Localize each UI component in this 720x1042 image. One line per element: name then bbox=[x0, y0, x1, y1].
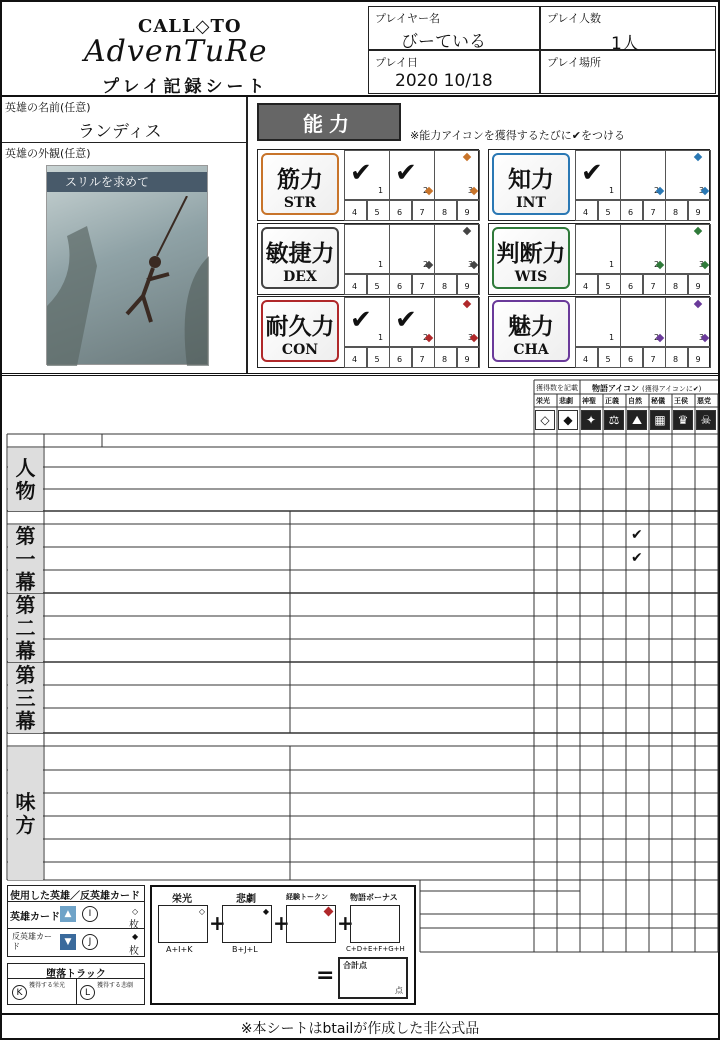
str-num-5: 5 bbox=[374, 208, 380, 217]
wis-num-8: 8 bbox=[673, 282, 679, 291]
con-num-8: 8 bbox=[442, 355, 448, 364]
score-bonus-box[interactable] bbox=[350, 905, 400, 943]
plus-3: + bbox=[337, 911, 354, 935]
dex-num-9: 9 bbox=[464, 282, 470, 291]
act1-nature-check-1: ✔ bbox=[631, 527, 643, 543]
royal-icon: ♛ bbox=[673, 410, 693, 430]
player-name-value: びーている bbox=[401, 32, 486, 52]
hero-card-icon: ▲ bbox=[60, 906, 76, 922]
play-date-value: 2020 10/18 bbox=[395, 71, 493, 91]
str-num-7: 7 bbox=[419, 208, 425, 217]
anti-hero-card-unit: 枚 bbox=[129, 946, 139, 957]
story-count-label: 獲得数を記載 bbox=[536, 384, 578, 392]
dex-num-7: 7 bbox=[419, 282, 425, 291]
divine-icon: ✦ bbox=[581, 410, 601, 430]
hero-look-label: 英雄の外観(任意) bbox=[5, 147, 91, 160]
wis-num-6: 6 bbox=[628, 282, 634, 291]
icon-header-6: 王侯 bbox=[674, 397, 688, 405]
con-num-9: 9 bbox=[464, 355, 470, 364]
str-jp-label: 筋力 bbox=[277, 166, 323, 193]
str-num-9: 9 bbox=[464, 208, 470, 217]
anti-hero-card-label: 反英雄カード bbox=[12, 932, 52, 952]
int-num-8: 8 bbox=[673, 208, 679, 217]
int-num-4: 4 bbox=[583, 208, 589, 217]
justice-icon: ⚖ bbox=[604, 410, 624, 430]
hero-name-label: 英雄の名前(任意) bbox=[5, 101, 91, 114]
con-num-6: 6 bbox=[397, 355, 403, 364]
int-num-7: 7 bbox=[650, 208, 656, 217]
ally-label: 味 方 bbox=[8, 747, 43, 880]
score-exp-label: 経験トークン bbox=[286, 893, 328, 901]
cha-num-8: 8 bbox=[673, 355, 679, 364]
act2-label: 第 二 幕 bbox=[8, 594, 43, 662]
con-en-label: CON bbox=[281, 342, 319, 358]
cha-num-7: 7 bbox=[650, 355, 656, 364]
int-num-6: 6 bbox=[628, 208, 634, 217]
con-check-1: ✔ bbox=[350, 305, 372, 335]
score-exp-box[interactable] bbox=[286, 905, 336, 943]
formula-tragedy: B+J+L bbox=[232, 945, 258, 954]
con-num-7: 7 bbox=[419, 355, 425, 364]
hero-card-label: 英雄カード bbox=[10, 912, 60, 923]
logo-subtitle: プレイ記録シート bbox=[102, 77, 269, 97]
ability-title: 能力 bbox=[257, 103, 401, 141]
player-count-label: プレイ人数 bbox=[547, 12, 602, 25]
wis-num-5: 5 bbox=[605, 282, 611, 291]
player-count-value: 1人 bbox=[611, 34, 639, 54]
int-num-5: 5 bbox=[605, 208, 611, 217]
wis-num-9: 9 bbox=[695, 282, 701, 291]
used-hero-box bbox=[7, 885, 145, 957]
cha-num-9: 9 bbox=[695, 355, 701, 364]
letter-l: L bbox=[80, 985, 95, 1000]
con-check-2: ✔ bbox=[395, 305, 417, 335]
icon-header-3: 正義 bbox=[605, 397, 619, 405]
str-num-4: 4 bbox=[352, 208, 358, 217]
wis-jp-label: 判断力 bbox=[496, 240, 566, 267]
wis-num-1: 1 bbox=[609, 260, 615, 269]
player-name-label: プレイヤー名 bbox=[375, 12, 441, 25]
score-bonus-label: 物語ボーナス bbox=[350, 893, 398, 902]
logo-line1: CALL◇TO bbox=[138, 16, 242, 37]
score-tragedy-label: 悲劇 bbox=[236, 894, 256, 905]
icon-header-7: 悪党 bbox=[697, 397, 711, 405]
dex-num-1: 1 bbox=[378, 260, 384, 269]
act1-nature-check-2: ✔ bbox=[631, 550, 643, 566]
tragedy-icon: ◆ bbox=[558, 410, 578, 430]
letter-i: I bbox=[82, 906, 98, 922]
int-en-label: INT bbox=[516, 195, 546, 211]
str-check-1: ✔ bbox=[350, 158, 372, 188]
hero-card-unit: 枚 bbox=[129, 920, 139, 931]
int-jp-label: 知力 bbox=[508, 166, 554, 193]
icon-header-4: 自然 bbox=[628, 397, 642, 405]
fall-track-title: 堕落トラック bbox=[46, 969, 106, 980]
str-en-label: STR bbox=[283, 195, 317, 211]
str-check-2: ✔ bbox=[395, 158, 417, 188]
play-date-label: プレイ日 bbox=[375, 56, 419, 69]
story-icons-title: 物語アイコン bbox=[592, 384, 639, 393]
letter-k: K bbox=[12, 985, 27, 1000]
nature-icon: ⛰ bbox=[627, 410, 647, 430]
dex-num-8: 8 bbox=[442, 282, 448, 291]
score-tragedy-box[interactable]: ◆ bbox=[222, 905, 272, 943]
arcane-icon: ▦ bbox=[650, 410, 670, 430]
formula-bonus: C+D+E+F+G+H bbox=[346, 945, 405, 953]
formula-glory: A+I+K bbox=[166, 945, 193, 954]
cha-num-1: 1 bbox=[609, 333, 615, 342]
int-check-1: ✔ bbox=[581, 158, 603, 188]
used-hero-title: 使用した英雄／反英雄カード bbox=[10, 891, 140, 902]
play-place-label: プレイ場所 bbox=[547, 56, 602, 69]
total-score-unit: 点 bbox=[395, 986, 403, 995]
wis-en-label: WIS bbox=[514, 269, 548, 285]
fall-track-box bbox=[7, 963, 145, 1005]
cha-num-4: 4 bbox=[583, 355, 589, 364]
ability-note: ※能力アイコンを獲得するたびに✔をつける bbox=[410, 129, 626, 142]
footer-note: ※本シートはbtailが作成した非公式品 bbox=[240, 1021, 480, 1037]
anti-hero-card-icon: ▼ bbox=[60, 934, 76, 950]
dex-num-5: 5 bbox=[374, 282, 380, 291]
str-num-1: 1 bbox=[378, 186, 384, 195]
con-num-5: 5 bbox=[374, 355, 380, 364]
con-jp-label: 耐久力 bbox=[265, 313, 335, 340]
icon-header-0: 栄光 bbox=[536, 397, 550, 405]
act1-label: 第 一 幕 bbox=[8, 525, 43, 593]
glory-icon: ◇ bbox=[535, 410, 555, 430]
villain-icon: ☠ bbox=[696, 410, 716, 430]
int-num-9: 9 bbox=[695, 208, 701, 217]
int-num-1: 1 bbox=[609, 186, 615, 195]
fall-track-l-note: 獲得する悲劇 bbox=[97, 982, 134, 989]
dex-jp-label: 敏捷力 bbox=[265, 240, 335, 267]
icon-header-2: 神聖 bbox=[582, 397, 596, 405]
fall-track-k-note: 獲得する栄光 bbox=[29, 982, 66, 989]
cha-num-6: 6 bbox=[628, 355, 634, 364]
icon-header-5: 秘儀 bbox=[651, 397, 665, 405]
total-score-box[interactable] bbox=[338, 957, 408, 999]
cha-jp-label: 魅力 bbox=[508, 313, 554, 340]
hero-card-glory-icon: ◇ bbox=[132, 907, 139, 916]
plus-2: + bbox=[273, 911, 290, 935]
str-num-6: 6 bbox=[397, 208, 403, 217]
dex-en-label: DEX bbox=[283, 269, 317, 285]
icon-header-1: 悲劇 bbox=[559, 397, 573, 405]
dex-num-4: 4 bbox=[352, 282, 358, 291]
cha-en-label: CHA bbox=[513, 342, 549, 358]
score-glory-label: 栄光 bbox=[172, 894, 192, 905]
con-num-1: 1 bbox=[378, 333, 384, 342]
story-icons-note: (獲得アイコンに✔) bbox=[642, 385, 702, 393]
hero-card-title: スリルを求めて bbox=[47, 172, 207, 192]
total-score-label: 合計点 bbox=[343, 961, 367, 970]
score-box bbox=[150, 885, 416, 1005]
wis-num-7: 7 bbox=[650, 282, 656, 291]
con-num-4: 4 bbox=[352, 355, 358, 364]
logo-line2: AdvenTuRe bbox=[84, 34, 268, 69]
equals-sign: = bbox=[316, 963, 335, 988]
score-glory-box[interactable]: ◇ bbox=[158, 905, 208, 943]
plus-1: + bbox=[209, 911, 226, 935]
wis-num-4: 4 bbox=[583, 282, 589, 291]
anti-hero-tragedy-icon: ◆ bbox=[132, 932, 139, 941]
letter-j: J bbox=[82, 934, 98, 950]
cha-num-5: 5 bbox=[605, 355, 611, 364]
hero-name-value: ランディス bbox=[78, 122, 162, 142]
act3-label: 第 三 幕 bbox=[8, 663, 43, 733]
origin-section-label: 人 物 bbox=[8, 448, 43, 511]
str-num-8: 8 bbox=[442, 208, 448, 217]
dex-num-6: 6 bbox=[397, 282, 403, 291]
